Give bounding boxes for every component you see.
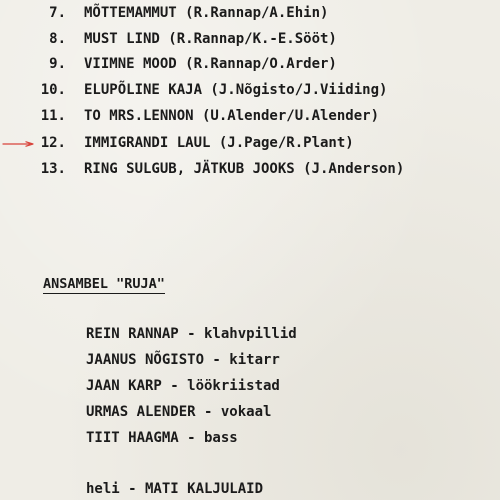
track-title: MUST LIND (R.Rannap/K.-E.Sööt) [84, 31, 337, 47]
member-line: JAAN KARP - löökriistad [86, 378, 280, 394]
track-number: 13. [40, 161, 66, 177]
track-item [0, 79, 500, 101]
track-number: 12. [40, 135, 66, 151]
track-number: 11. [40, 108, 66, 124]
member-line: TIIT HAAGMA - bass [86, 430, 238, 446]
member-line: REIN RANNAP - klahvpillid [86, 326, 297, 342]
track-number: 10. [40, 82, 66, 98]
member-line: JAANUS NÕGISTO - kitarr [86, 352, 280, 368]
track-item [0, 2, 500, 24]
track-item [0, 53, 500, 75]
track-item [0, 158, 500, 180]
track-number: 9. [49, 56, 66, 72]
track-item-highlighted [0, 132, 500, 154]
red-arrow-marker-icon [2, 141, 36, 147]
track-item [0, 28, 500, 50]
sound-credit: heli - MATI KALJULAID [86, 481, 264, 497]
member-line: URMAS ALENDER - vokaal [86, 404, 272, 420]
track-number: 8. [49, 31, 66, 47]
track-title: RING SULGUB, JÄTKUB JOOKS (J.Anderson) [84, 161, 405, 177]
ensemble-heading: ANSAMBEL "RUJA" [43, 276, 165, 292]
track-title: VIIMNE MOOD (R.Rannap/O.Arder) [84, 56, 337, 72]
track-number: 7. [49, 5, 66, 21]
track-title: ELUPÕLINE KAJA (J.Nõgisto/J.Viiding) [84, 82, 388, 98]
track-item [0, 105, 500, 127]
track-title: IMMIGRANDI LAUL (J.Page/R.Plant) [84, 135, 354, 151]
track-title: TO MRS.LENNON (U.Alender/U.Alender) [84, 108, 380, 124]
track-title: MÕTTEMAMMUT (R.Rannap/A.Ehin) [84, 5, 329, 21]
